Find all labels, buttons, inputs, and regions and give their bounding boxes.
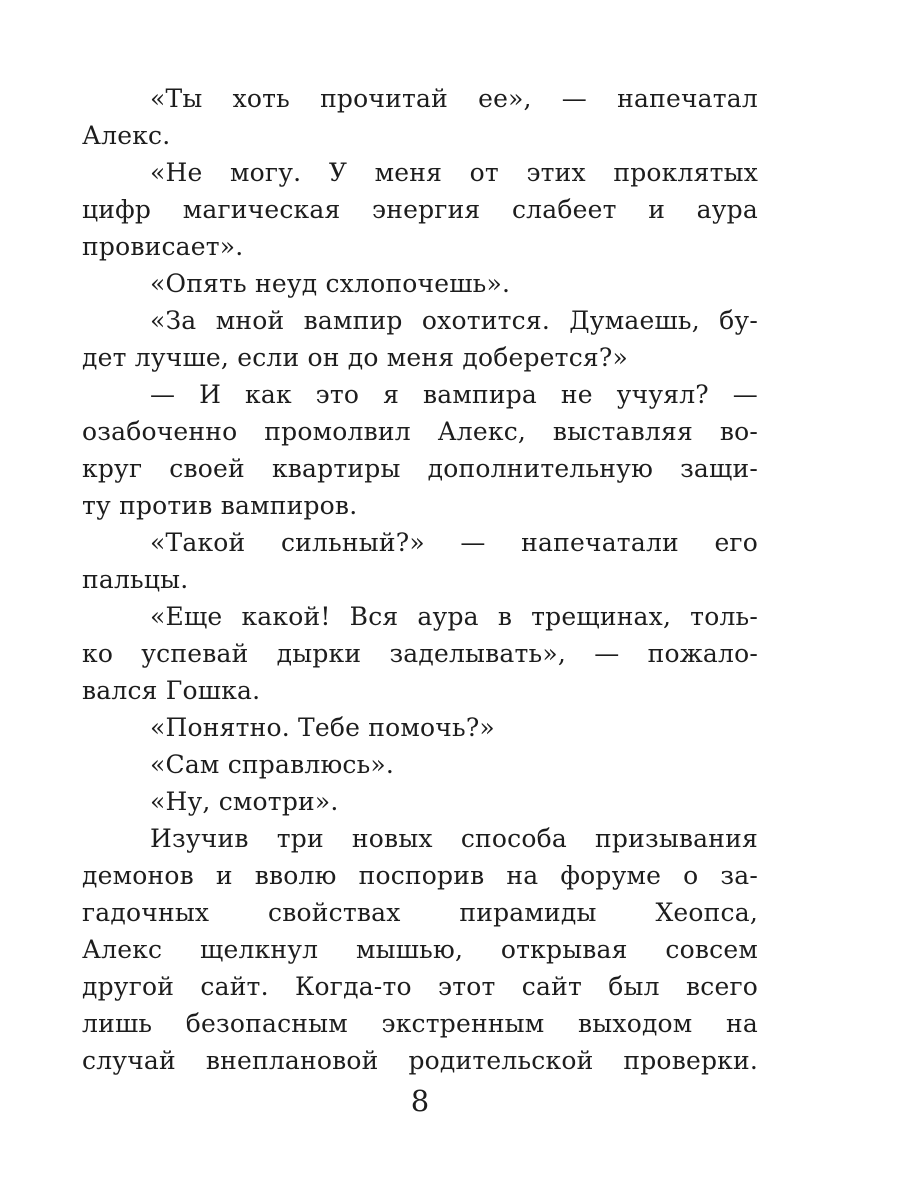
- text-line: «Еще какой! Вся аура в трещинах, толь-: [150, 602, 758, 631]
- text-line: дет лучше, если он до меня доберется?»: [82, 343, 628, 372]
- text-line: ко успевай дырки заделывать», — пожало-: [82, 639, 758, 668]
- text-line: «Понятно. Тебе помочь?»: [150, 713, 495, 742]
- text-line: цифр магическая энергия слабеет и аура: [82, 195, 758, 224]
- text-line: «Ну, смотри».: [150, 787, 339, 816]
- text-line: «Опять неуд схлопочешь».: [150, 269, 511, 298]
- text-line: вался Гошка.: [82, 676, 261, 705]
- text-line: — И как это я вампира не учуял? —: [150, 380, 758, 409]
- text-line: другой сайт. Когда-то этот сайт был всего: [82, 972, 758, 1001]
- text-line: ту против вампиров.: [82, 491, 358, 520]
- text-line: демонов и вволю поспорив на форуме о за-: [82, 861, 758, 890]
- text-line: «Ты хоть прочитай ее», — напечатал: [150, 84, 758, 113]
- text-line: пальцы.: [82, 565, 189, 594]
- text-line: «Сам справлюсь».: [150, 750, 395, 779]
- text-line: Алекс щелкнул мышью, открывая совсем: [82, 935, 758, 964]
- page-number: 8: [410, 1084, 430, 1118]
- text-line: Изучив три новых способа призывания: [150, 824, 758, 853]
- text-line: озабоченно промолвил Алекс, выставляя во-: [82, 417, 758, 446]
- text-line: Алекс.: [82, 121, 171, 150]
- text-line: круг своей квартиры дополнительную защи-: [82, 454, 758, 483]
- text-line: провисает».: [82, 232, 244, 261]
- text-line: «Такой сильный?» — напечатали его: [150, 528, 758, 557]
- text-line: лишь безопасным экстренным выходом на: [82, 1009, 758, 1038]
- text-line: гадочных свойствах пирамиды Хеопса,: [82, 898, 758, 927]
- text-line: случай внеплановой родительской проверки.: [82, 1046, 758, 1075]
- text-line: «За мной вампир охотится. Думаешь, бу-: [150, 306, 758, 335]
- text-block: [82, 80, 758, 1079]
- text-line: «Не могу. У меня от этих проклятых: [150, 158, 758, 187]
